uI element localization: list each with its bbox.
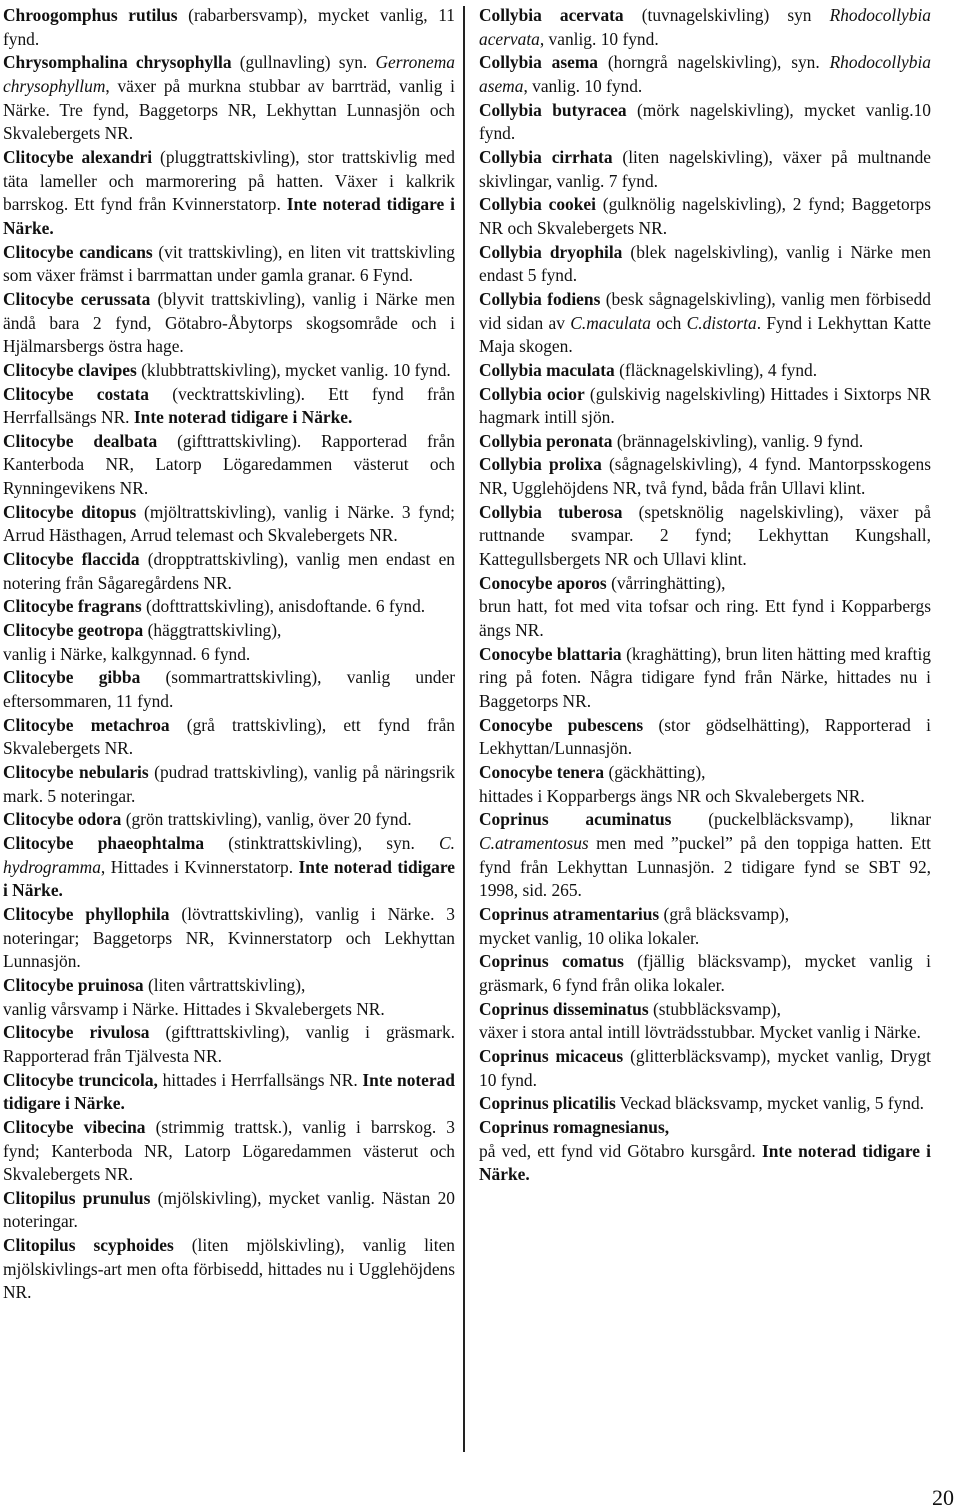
species-name: Collybia acervata: [479, 5, 624, 25]
entry-text: (häggtrattskivling),: [143, 620, 282, 641]
entry-text: (klubbtrattskivling), mycket vanlig. 10 fynd.: [136, 359, 451, 380]
species-name: Clitocybe phaeophtalma: [3, 832, 205, 853]
entry-text: (mjölskivling), mycket vanlig. Nästan 20 noteringar.: [3, 1187, 455, 1232]
species-name: Chroogomphus rutilus: [3, 5, 178, 25]
species-entry: [3, 832, 455, 903]
entry-text: (sommartrattskivling), vanlig under eftersommaren, 11 fynd.: [3, 667, 455, 712]
species-name: Collybia fodiens: [479, 288, 601, 309]
entry-text: (grå trattskivling), ett fynd från Skvalebergets NR.: [3, 714, 455, 759]
species-name: Coprinus plicatilis: [479, 1093, 616, 1114]
species-entry: [3, 666, 455, 713]
entry-text: (mjöltrattskivling), vanlig i Närke. 3 fynd; Arrud Hästhagen, Arrud telemast och Skvalebergets NR.: [3, 501, 455, 546]
species-entry: [479, 99, 931, 146]
entry-text: (gifttrattskivling). Rapporterad från Kanterboda NR, Latorp Lögaredammen västerut och Rynningevikens NR.: [3, 430, 455, 499]
species-name: Clitocybe rivulosa: [3, 1022, 150, 1043]
synonym-italic: Rhodocollybia acervata: [479, 5, 932, 49]
species-name: Clitocybe flaccida: [3, 549, 140, 570]
species-name: Clitocybe ditopus: [3, 501, 137, 522]
species-name: Coprinus disseminatus: [479, 998, 649, 1019]
synonym-italic: Rhodocollybia asema: [479, 52, 931, 96]
species-entry: [479, 51, 931, 98]
species-entry: [3, 761, 455, 808]
species-name: Clitocybe nebularis: [3, 762, 149, 782]
species-entry: [3, 1234, 455, 1305]
entry-text: (stor gödselhätting), Rapporterad i Lekhyttan/Lunnasjön.: [479, 714, 931, 759]
species-entry: [479, 714, 931, 761]
species-entry: [479, 903, 931, 950]
species-entry: [3, 4, 455, 51]
species-name: Collybia ocior: [479, 383, 585, 404]
species-name: Clitocybe clavipes: [3, 359, 137, 380]
species-name: Clitocybe gibba: [3, 667, 141, 688]
species-name: Conocybe blattaria: [479, 643, 622, 664]
species-entry: [479, 643, 931, 714]
species-entry: [3, 1021, 455, 1068]
entry-text: (glitterbläcksvamp), mycket vanlig, Drygt 10 fynd.: [479, 1045, 931, 1090]
species-name: Clitopilus scyphoides: [3, 1235, 174, 1256]
species-name: Clitocybe cerussata: [3, 288, 151, 309]
note-bold: Inte noterad tidigare i Närke.: [3, 856, 455, 901]
species-name: Clitocybe vibecina: [3, 1116, 146, 1137]
entry-text: (pluggtrattskivling), stor trattskivlig med täta lameller och marmorering på hatten. Växer i kalkrik barrskog. Ett fynd från Kvinnerstatorp.: [3, 146, 455, 215]
entry-text: (lövtrattskivling), vanlig i Närke. 3 noteringar; Baggetorps NR, Kvinnerstatorp och Lekhyttan Lunnasjön.: [3, 903, 456, 972]
species-name: Collybia tuberosa: [479, 501, 623, 522]
entry-text: men med ”puckel” på den toppiga hatten. Ett fynd från Lekhyttan Lunnasjön. 2 tidigare fynd se SBT 92, 1998, sid. 265.: [479, 832, 931, 901]
entry-text: brun hatt, fot med vita tofsar och ring. Ett fynd i Kopparbergs ängs NR.: [479, 596, 931, 641]
species-entry: [479, 998, 931, 1045]
note-bold: Inte noterad tidigare i Närke.: [479, 1140, 931, 1185]
species-name: Coprinus micaceus: [479, 1045, 624, 1066]
entry-text: mycket vanlig, 10 olika lokaler.: [479, 927, 700, 948]
species-name: Clitocybe geotropa: [3, 620, 144, 641]
entry-text: (dropptrattskivling), vanlig men endast en notering från Sågaregårdens NR.: [3, 549, 455, 593]
entry-text: Veckad bläcksvamp, mycket vanlig, 5 fynd.: [615, 1093, 925, 1114]
species-name: Clitocybe fragrans: [3, 596, 142, 617]
species-entry: [479, 1092, 931, 1116]
species-entry: [3, 288, 455, 359]
species-name: Coprinus comatus: [479, 951, 624, 972]
column-divider: [463, 6, 465, 1452]
species-name: Clitocybe phyllophila: [3, 903, 170, 924]
entry-text: (vårringhätting),: [606, 572, 726, 593]
species-entry: [479, 453, 931, 500]
entry-text: (dofttrattskivling), anisdoftande. 6 fynd.: [141, 596, 426, 617]
entry-text: (mörk nagelskivling), mycket vanlig.10 fynd.: [479, 99, 931, 144]
species-name: Collybia butyracea: [479, 99, 627, 120]
entry-text: (gullnavling) syn.: [231, 52, 376, 73]
species-entry: [479, 193, 931, 240]
species-name: Conocybe pubescens: [479, 714, 644, 735]
left-column: [3, 4, 455, 1305]
entry-text: , växer på murkna stubbar av barrträd, vanlig i Närke. Tre fynd, Baggetorps NR, Lekhyttan Lunnasjön och Skvalebergets NR.: [3, 75, 455, 144]
synonym-italic: C.atramentosus: [479, 832, 589, 853]
species-entry: [3, 383, 455, 430]
species-name: Conocybe tenera: [479, 762, 605, 782]
entry-text: och: [650, 312, 687, 333]
entry-text: vanlig i Närke, kalkgynnad. 6 fynd.: [3, 643, 251, 664]
species-entry: [479, 950, 931, 997]
species-name: Collybia cookei: [479, 194, 596, 215]
species-name: Collybia peronata: [479, 430, 613, 451]
entry-text: (horngrå nagelskivling), syn.: [598, 52, 830, 73]
species-entry: [479, 501, 931, 572]
species-entry: [3, 501, 455, 548]
species-entry: [479, 146, 931, 193]
species-entry: [3, 548, 455, 595]
species-entry: [479, 288, 931, 359]
entry-text: (vit trattskivling), en liten vit trattskivling som växer främst i barrmattan under gamla granar. 6 Fynd.: [3, 241, 455, 286]
species-entry: [479, 1116, 931, 1187]
species-name: Clitocybe metachroa: [3, 714, 170, 735]
species-name: Collybia maculata: [479, 359, 615, 380]
species-entry: [479, 430, 931, 454]
synonym-italic: C.maculata: [570, 312, 651, 333]
species-name: Clitocybe pruinosa: [3, 974, 144, 995]
entry-text: (stinktrattskivling), syn.: [204, 832, 440, 853]
entry-text: (besk sågnagelskivling), vanlig men förbisedd vid sidan av: [479, 288, 931, 333]
species-entry: [3, 1187, 455, 1234]
page-number: 20: [932, 1485, 954, 1510]
species-entry: [479, 808, 931, 903]
species-entry: [479, 1045, 931, 1092]
entry-text: (liten nagelskivling), växer på multnande skivlingar, vanlig. 7 fynd.: [479, 146, 931, 191]
species-entry: [3, 1116, 455, 1187]
species-entry: [479, 359, 931, 383]
entry-text: (vecktrattskivling). Ett fynd från Herrfallsängs NR.: [3, 383, 455, 428]
species-entry: [3, 146, 455, 241]
entry-text: (blek nagelskivling), vanlig i Närke men endast 5 fynd.: [479, 241, 931, 286]
entry-text: (fjällig bläcksvamp), mycket vanlig i gräsmark, 6 fynd från olika lokaler.: [479, 951, 931, 995]
entry-text: på ved, ett fynd vid Götabro kursgård.: [479, 1140, 762, 1161]
species-entry: [3, 595, 455, 619]
entry-text: , vanlig. 10 fynd.: [523, 75, 643, 96]
note-bold: Inte noterad tidigare i Närke.: [3, 194, 455, 238]
entry-text: (brännagelskivling), vanlig. 9 fynd.: [612, 430, 864, 451]
right-column: [479, 4, 931, 1187]
entry-text: vanlig vårsvamp i Närke. Hittades i Skvalebergets NR.: [3, 998, 385, 1019]
species-entry: [479, 4, 931, 51]
species-entry: [3, 430, 455, 501]
entry-text: (rabarbersvamp), mycket vanlig, 11 fynd.: [3, 5, 455, 49]
entry-text: (pudrad trattskivling), vanlig på näringsrik mark. 5 noteringar.: [3, 762, 455, 806]
species-entry: [3, 903, 455, 974]
note-bold: Inte noterad tidigare i Närke.: [133, 407, 353, 428]
species-name: Coprinus atramentarius: [479, 903, 660, 924]
species-entry: [3, 808, 455, 832]
species-name: Clitocybe odora: [3, 809, 122, 830]
species-name: Clitocybe truncicola,: [3, 1069, 158, 1090]
entry-text: (grå bläcksvamp),: [659, 903, 790, 924]
species-name: Clitopilus prunulus: [3, 1187, 151, 1208]
entry-text: (liten mjölskivling), vanlig liten mjölskivlings-art men ofta förbisedd, hittades nu i Ugglehöjdens NR.: [3, 1235, 455, 1303]
species-entry: [479, 383, 931, 430]
entry-text: (gulskivig nagelskivling) Hittades i Sixtorps NR hagmark intill sjön.: [479, 383, 931, 428]
species-name: Coprinus acuminatus: [479, 809, 672, 830]
entry-text: (spetsknölig nagelskivling), växer på ruttnande svampar. 2 fynd; Lekhyttan Kungshall, Kattegullsbergets NR och Ullavi klint.: [479, 501, 931, 570]
synonym-italic: C.distorta: [686, 312, 757, 333]
species-entry: [479, 241, 931, 288]
entry-text: (blyvit trattskivling), vanlig i Närke men ändå bara 2 fynd, Götabro-Åbytorps skogsområde och i Hjälmarsbergs östra hage.: [3, 288, 455, 357]
note-bold: Inte noterad tidigare i Närke.: [3, 1069, 455, 1114]
entry-text: (strimmig trattsk.), vanlig i barrskog. 3 fynd; Kanterboda NR, Latorp Lögaredammen västerut och Skvalebergets NR.: [3, 1116, 455, 1185]
entry-text: (gifttrattskivling), vanlig i gräsmark. Rapporterad från Tjälvesta NR.: [3, 1022, 456, 1066]
species-entry: [479, 572, 931, 643]
entry-text: (kraghätting), brun liten hätting med kraftig ring på foten. Några tidigare fynd från Närke, hittades nu i Baggetorps NR.: [479, 643, 931, 712]
species-name: Conocybe aporos: [479, 572, 607, 593]
species-name: Clitocybe alexandri: [3, 146, 153, 167]
entry-text: , Hittades i Kvinnerstatorp.: [100, 856, 299, 877]
entry-text: . Fynd i Lekhyttan Katte Maja skogen.: [479, 312, 932, 357]
species-name: Clitocybe costata: [3, 383, 149, 404]
species-name: Collybia prolixa: [479, 454, 602, 475]
entry-text: (sågnagelskivling), 4 fynd. Mantorpsskogens NR, Ugglehöjdens NR, två fynd, båda från Ullavi klint.: [479, 454, 931, 499]
entry-text: (gäckhätting),: [604, 762, 706, 782]
species-entry: [3, 619, 455, 666]
species-name: Collybia cirrhata: [479, 146, 613, 167]
species-entry: [479, 761, 931, 808]
entry-text: (liten vårtrattskivling),: [143, 974, 306, 995]
entry-text: (tuvnagelskivling) syn: [623, 5, 830, 25]
entry-text: (stubbläcksvamp),: [648, 998, 781, 1019]
species-entry: [3, 1069, 455, 1116]
species-name: Collybia dryophila: [479, 241, 623, 262]
synonym-italic: Gerronema chrysophyllum: [3, 52, 455, 96]
entry-text: hittades i Kopparbergs ängs NR och Skvalebergets NR.: [479, 785, 865, 806]
species-entry: [3, 714, 455, 761]
entry-text: växer i stora antal intill lövträdsstubbar. Mycket vanlig i Närke.: [479, 1022, 921, 1043]
species-entry: [3, 241, 455, 288]
entry-text: (puckelbläcksvamp), liknar: [671, 809, 931, 830]
species-entry: [3, 51, 455, 146]
entry-text: , vanlig. 10 fynd.: [539, 28, 659, 49]
entry-text: (grön trattskivling), vanlig, över 20 fynd.: [121, 809, 412, 830]
species-entry: [3, 359, 455, 383]
entry-text: hittades i Herrfallsängs NR.: [157, 1069, 363, 1090]
synonym-italic: C. hydrogramma: [3, 832, 455, 877]
species-entry: [3, 974, 455, 1021]
entry-text: (gulknölig nagelskivling), 2 fynd; Baggetorps NR och Skvalebergets NR.: [479, 194, 931, 238]
entry-text: (fläcknagelskivling), 4 fynd.: [614, 359, 818, 380]
species-name: Collybia asema: [479, 52, 599, 73]
species-name: Clitocybe candicans: [3, 241, 153, 262]
species-name: Clitocybe dealbata: [3, 430, 158, 451]
species-name: Chrysomphalina chrysophylla: [3, 52, 232, 73]
species-name: Coprinus romagnesianus,: [479, 1116, 670, 1137]
